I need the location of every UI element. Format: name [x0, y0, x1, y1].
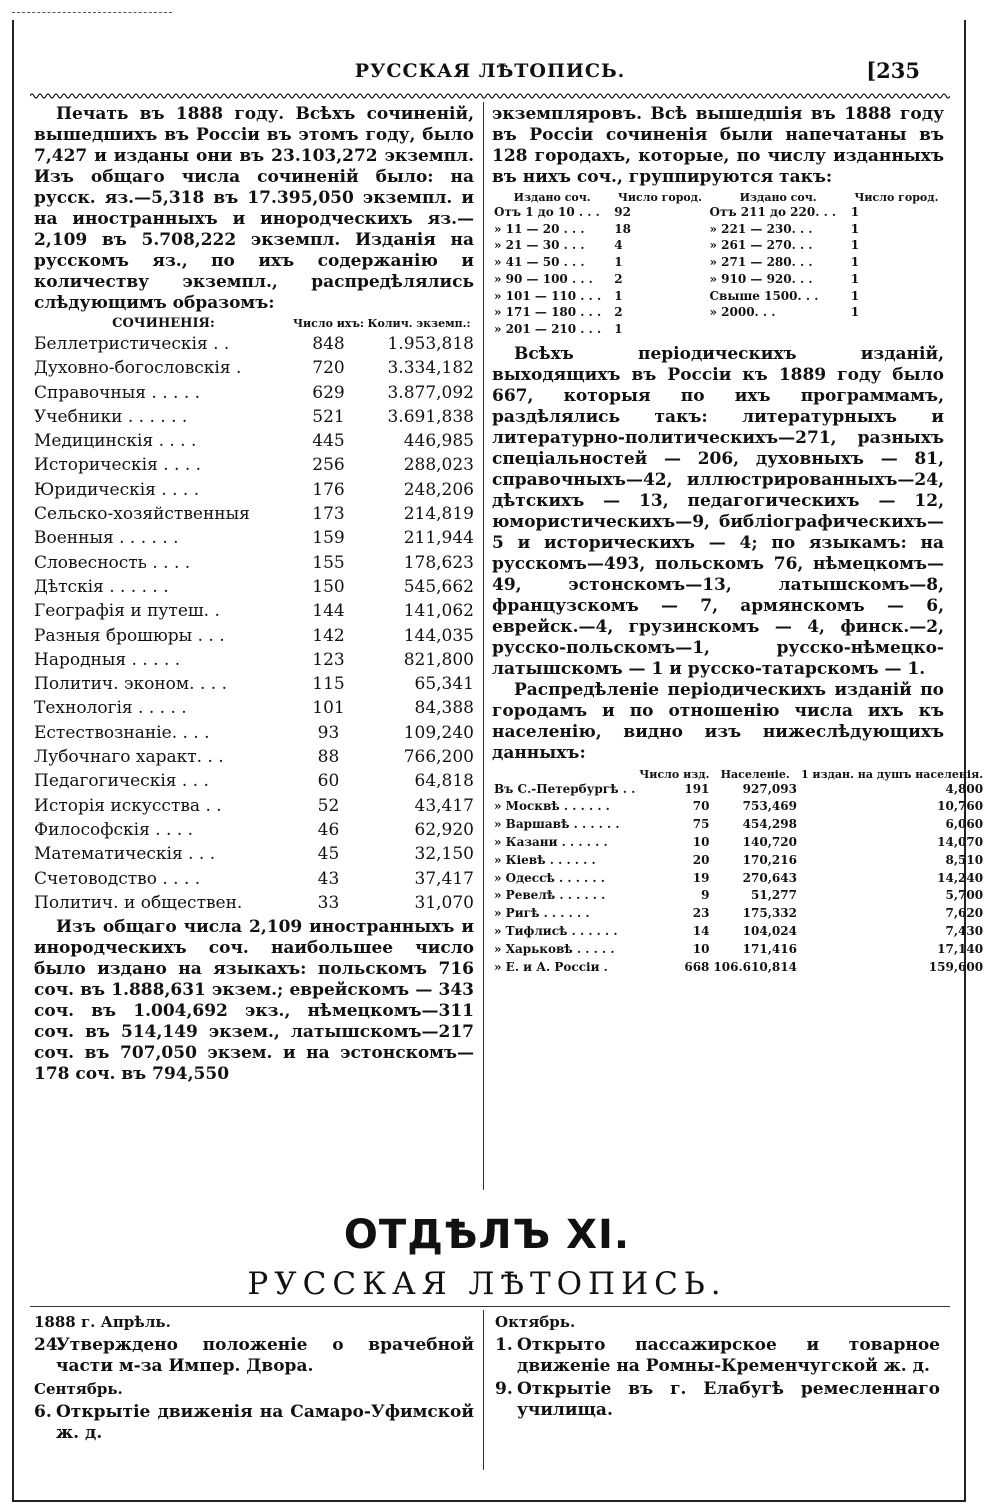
dist-header-cities-2: Число город. [854, 191, 939, 204]
table-row [34, 599, 474, 623]
count-cell: 23 [692, 906, 710, 921]
entry-text: Утверждено положеніе о врачебной части м-за Импер. Двора. [56, 1335, 474, 1376]
count-cell: 93 [317, 722, 340, 743]
count-cell: 176 [312, 479, 345, 500]
cities-cell: 1 [850, 205, 860, 219]
city-cell: » Ригѣ . . . . . . [494, 906, 590, 921]
category-cell: Лубочнаго характ. . . [34, 747, 224, 768]
copies-cell: 31,070 [414, 892, 474, 913]
copies-cell: 64,818 [414, 771, 474, 792]
periodicals-paragraph: Всѣхъ періодическихъ изданій, выходящихъ въ Россіи къ 1889 году было 667, которыя по ихъ программамъ, раздѣлялись такъ: литературныхъ и литературно-политическихъ—271, разныхъ спеціальностей — 206, духовныхъ — 81, справочныхъ—42, иллюстрированныхъ—24, дѣтскихъ — 13, педагогическихъ — 12, юмористическихъ—9, библіографическихъ—5 и историческихъ — 4; по языкамъ: на русскомъ—493, польскомъ 76, нѣмецкомъ—49, эстонскомъ—13, латышскомъ—8, французскомъ — 7, армянскомъ — 6, еврейск.—4, грузинскомъ — 4, финск.—2, русско-польскомъ—1, русско-нѣмецко-латышскомъ — 1 и русско-татарскомъ — 1. [492, 343, 944, 679]
copies-cell: 766,200 [403, 747, 474, 768]
count-cell: 9 [701, 888, 710, 903]
range-cell: » 201 — 210 . . . [494, 321, 602, 336]
category-cell: Учебники . . . . . . [34, 406, 188, 427]
range-cell: » 910 — 920. . . [709, 271, 813, 286]
table-row [492, 852, 985, 870]
category-cell: Сельско-хозяйственныя [34, 504, 250, 525]
count-cell: 720 [312, 358, 345, 379]
range-cell: Отъ 211 до 220. . . [709, 205, 837, 219]
copies-cell: 144,035 [403, 625, 474, 646]
count-cell: 75 [692, 817, 710, 832]
table-row [34, 818, 474, 842]
table-row [492, 905, 985, 923]
cities-header-count: Число изд. [639, 767, 710, 781]
category-cell: Медицинскія . . . . [34, 431, 197, 452]
count-cell: 668 [684, 959, 710, 974]
table-row [34, 478, 474, 502]
count-cell: 629 [312, 382, 345, 403]
table-row [492, 798, 985, 816]
category-cell: Историческія . . . . [34, 455, 202, 476]
category-cell: Политич. эконом. . . . [34, 674, 227, 695]
table-row [34, 891, 474, 915]
category-cell: Народныя . . . . . [34, 649, 181, 670]
city-cell: » Казани . . . . . . [494, 835, 608, 850]
table-row [34, 429, 474, 453]
works-header-count: Число ихъ: [292, 317, 364, 330]
range-cell: » 41 — 50 . . . [494, 255, 585, 270]
city-cell: » Одессѣ . . . . . . [494, 870, 605, 885]
range-cell: » 261 — 270. . . [709, 238, 813, 253]
population-cell: 140,720 [742, 835, 797, 850]
month-heading-october: Октябрь. [495, 1313, 576, 1331]
cities-cell: 18 [614, 221, 631, 236]
copies-cell: 446,985 [403, 431, 474, 452]
population-cell: 51,277 [751, 888, 797, 903]
table-row [34, 526, 474, 550]
cities-cell: 1 [614, 288, 623, 303]
cities-header-ratio: 1 издан. на душъ населенія. [800, 767, 984, 781]
table-row [34, 381, 474, 405]
city-cell: » Тифлисѣ . . . . . . [494, 924, 618, 938]
count-cell: 173 [312, 504, 345, 525]
ratio-cell: 6,060 [945, 817, 984, 832]
copies-cell: 65,341 [414, 674, 474, 695]
range-cell: » 21 — 30 . . . [494, 238, 585, 253]
copies-cell: 214,819 [403, 504, 474, 525]
count-cell: 10 [692, 941, 710, 956]
category-cell: Исторія искусства . . [34, 795, 222, 816]
category-cell: Философскія . . . . [34, 819, 194, 840]
table-row [34, 405, 474, 429]
range-cell: Отъ 1 до 10 . . . [494, 205, 600, 219]
population-cell: 927,093 [742, 781, 797, 796]
count-cell: 43 [317, 868, 340, 889]
ratio-cell: 10,760 [937, 799, 984, 814]
copies-cell: 248,206 [403, 479, 474, 500]
range-cell [707, 321, 848, 338]
cities-header-blank [492, 768, 637, 781]
table-row [34, 332, 474, 356]
category-cell: Духовно-богословскія . [34, 358, 242, 379]
count-cell: 115 [312, 674, 345, 695]
entry-text: Открыто пассажирское и товарное движеніе на Ромны-Кременчугской ж. д. [517, 1335, 940, 1376]
count-cell: 33 [317, 892, 340, 913]
copies-cell: 821,800 [403, 649, 474, 670]
count-cell: 159 [312, 528, 345, 549]
table-row [492, 254, 944, 271]
chronicle-entry [34, 1402, 474, 1444]
ratio-cell: 5,700 [945, 888, 984, 903]
works-header-category: СОЧИНЕНІЯ: [112, 316, 215, 331]
count-cell: 52 [317, 795, 340, 816]
table-row [492, 304, 944, 321]
category-cell: Дѣтскія . . . . . . [34, 576, 169, 597]
dist-header-published: Издано соч. [513, 191, 591, 204]
copies-cell: 43,417 [414, 795, 474, 816]
chronicle-entry [495, 1335, 940, 1377]
table-row [492, 941, 985, 959]
category-cell: Разныя брошюры . . . [34, 625, 225, 646]
population-cell: 104,024 [742, 924, 797, 938]
copies-cell: 37,417 [414, 868, 474, 889]
copies-cell: 288,023 [403, 455, 474, 476]
cities-cell: 1 [850, 238, 860, 253]
table-row [34, 794, 474, 818]
table-row [34, 672, 474, 696]
dist-header-published-2: Издано соч. [739, 191, 817, 204]
count-cell: 70 [692, 799, 710, 814]
ratio-cell: 14,240 [937, 870, 984, 885]
month-heading-april: 1888 г. Апрѣль. [34, 1313, 171, 1331]
section-title: ОТДѢЛЪ XI. [343, 1212, 631, 1258]
page-header [40, 60, 940, 86]
entry-text: Открытіе въ г. Елабугѣ ремесленнаго училища. [517, 1379, 940, 1420]
range-cell: » 221 — 230. . . [709, 221, 813, 236]
cities-cell: 1 [850, 288, 860, 303]
count-cell: 46 [317, 819, 340, 840]
category-cell: Педагогическія . . . [34, 771, 209, 792]
table-row [492, 816, 985, 834]
cities-cell: 4 [614, 238, 623, 253]
table-row [492, 923, 985, 941]
count-cell: 123 [312, 649, 345, 670]
cities-cell: 1 [850, 271, 860, 286]
category-cell: Юридическія . . . . [34, 479, 200, 500]
entry-day: 24. [34, 1335, 64, 1355]
chronicle-column-divider [483, 1310, 484, 1470]
table-row [34, 769, 474, 793]
copies-cell: 178,623 [403, 552, 474, 573]
range-cell: Свыше 1500. . . [709, 288, 819, 303]
cities-table [492, 768, 985, 977]
count-cell: 848 [312, 334, 345, 354]
population-cell: 454,298 [742, 817, 797, 832]
dist-header-cities: Число город. [617, 191, 702, 204]
ratio-cell: 159,600 [928, 959, 984, 974]
copies-cell: 62,920 [414, 819, 474, 840]
city-cell: » Е. и А. Россіи . [494, 959, 608, 974]
copies-cell: 141,062 [403, 601, 474, 622]
table-row [492, 271, 944, 288]
table-row [34, 502, 474, 526]
copies-cell: 109,240 [403, 722, 474, 743]
count-cell: 60 [317, 771, 340, 792]
table-row [34, 356, 474, 380]
range-cell: » 101 — 110 . . . [494, 288, 602, 303]
category-cell: Естествознаніе. . . . [34, 722, 210, 743]
cities-cell: 92 [614, 205, 631, 219]
count-cell: 142 [312, 625, 345, 646]
count-cell: 45 [317, 844, 340, 865]
chronicle-entry [34, 1335, 474, 1377]
population-cell: 175,332 [742, 906, 797, 921]
ratio-cell: 17,140 [937, 941, 984, 956]
range-cell: » 11 — 20 . . . [494, 221, 585, 236]
table-row [34, 648, 474, 672]
category-cell: Счетоводство . . . . [34, 868, 201, 889]
count-cell: 155 [312, 552, 345, 573]
distribution-table-header [492, 192, 944, 204]
table-row [34, 721, 474, 745]
count-cell: 14 [692, 924, 710, 938]
chronicle-top-rule [30, 1306, 950, 1307]
copies-cell: 84,388 [414, 698, 474, 719]
city-cell: » Кіевѣ . . . . . . [494, 852, 596, 867]
range-cell: » 90 — 100 . . . [494, 271, 593, 286]
table-row [492, 870, 985, 888]
city-cell: » Москвѣ . . . . . . [494, 799, 610, 814]
entry-day: 9. [495, 1379, 513, 1399]
copies-cell: 3.877,092 [387, 382, 474, 403]
month-heading-september: Сентябрь. [34, 1380, 123, 1398]
copies-cell: 3.691,838 [387, 406, 474, 427]
copies-cell: 32,150 [414, 844, 474, 865]
count-cell: 191 [684, 781, 710, 796]
cities-cell: 2 [614, 305, 623, 320]
distribution-paragraph: Распредѣленіе періодическихъ изданій по городамъ и по отношенію числа ихъ къ населенію, видно изъ нижеслѣдующихъ данныхъ: [492, 679, 944, 763]
table-row [34, 453, 474, 477]
works-table [34, 318, 474, 915]
page-number: [235 [866, 58, 920, 83]
city-cell: Въ С.-Петербургѣ . . [494, 781, 636, 796]
count-cell: 150 [312, 576, 345, 597]
cities-table-header [492, 768, 985, 781]
table-row [34, 575, 474, 599]
cities-cell: 1 [614, 321, 623, 336]
table-row [34, 842, 474, 866]
category-cell: Географія и путеш. . [34, 601, 220, 622]
ratio-cell: 14,070 [937, 835, 984, 850]
count-cell: 101 [312, 698, 345, 719]
copies-cell: 211,944 [403, 528, 474, 549]
works-table-header [34, 318, 474, 332]
cities-cell: 1 [850, 305, 860, 320]
chronicle-left-column [34, 1312, 474, 1446]
right-column [492, 104, 984, 976]
city-cell: » Варшавѣ . . . . . . [494, 817, 620, 832]
distribution-table [492, 192, 944, 338]
left-column [34, 104, 474, 1085]
ratio-cell: 7,430 [945, 924, 984, 938]
population-cell: 170,216 [742, 852, 797, 867]
works-header-copies: Колич. экземп.: [367, 317, 471, 330]
count-cell: 521 [312, 406, 345, 427]
entry-day: 6. [34, 1402, 52, 1422]
column-divider [483, 102, 484, 1190]
table-row [34, 696, 474, 720]
population-cell: 171,416 [742, 941, 797, 956]
table-row [492, 288, 944, 305]
population-cell: 270,643 [742, 870, 797, 885]
table-row [492, 221, 944, 238]
printing-intro-paragraph: Печать въ 1888 году. Всѣхъ сочиненій, вышедшихъ въ Россіи въ этомъ году, было 7,427 и изданы они въ 23.103,272 экземпл. Изъ общаго числа сочиненій было: на русск. яз.—5,318 въ 17.395,050 экземпл. и на иностранныхъ и инородческихъ яз.—2,109 въ 5.708,222 экземпл. Изданія на русскомъ яз., по ихъ содержанію и количеству экземпл., распредѣлялись слѣдующимъ образомъ: [34, 104, 474, 313]
copies-cell: 3.334,182 [387, 358, 474, 379]
cities-header-population: Населеніе. [720, 767, 790, 781]
top-edge-mark [12, 12, 172, 16]
table-row [492, 887, 985, 905]
count-cell: 445 [312, 431, 345, 452]
table-row [34, 745, 474, 769]
population-cell: 753,469 [742, 799, 797, 814]
table-row [34, 624, 474, 648]
table-row [492, 321, 944, 338]
range-cell: » 271 — 280. . . [709, 255, 813, 270]
city-cell: » Ревелѣ . . . . . . [494, 888, 606, 903]
category-cell: Политич. и обществен. [34, 892, 243, 913]
table-row [492, 237, 944, 254]
table-row [492, 959, 985, 977]
cities-cell: 1 [614, 255, 623, 270]
ratio-cell: 8,510 [945, 852, 984, 867]
table-row [492, 834, 985, 852]
cities-intro-paragraph: экземпляровъ. Всѣ вышедшія въ 1888 году въ Россіи сочиненія были напечатаны въ 128 городахъ, которые, по числу изданныхъ въ нихъ соч., группируются такъ: [492, 104, 944, 187]
copies-cell: 1.953,818 [387, 334, 474, 354]
ratio-cell: 4,800 [945, 781, 984, 796]
population-cell: 106.610,814 [713, 959, 797, 974]
count-cell: 20 [692, 852, 710, 867]
section-subtitle: РУССКАЯ ЛѢТОПИСЬ. [247, 1266, 727, 1302]
count-cell: 10 [692, 835, 710, 850]
cities-cell: 2 [614, 271, 623, 286]
category-cell: Беллетристическія . . [34, 334, 230, 354]
count-cell: 19 [692, 870, 710, 885]
range-cell: » 171 — 180 . . . [494, 305, 602, 320]
cities-cell: 1 [850, 221, 860, 236]
count-cell: 144 [312, 601, 345, 622]
category-cell: Военныя . . . . . . [34, 528, 179, 549]
count-cell: 256 [312, 455, 345, 476]
city-cell: » Харьковѣ . . . . . [494, 941, 615, 956]
cities-cell: 1 [850, 255, 860, 270]
table-row [34, 867, 474, 891]
table-row [492, 781, 985, 799]
category-cell: Математическія . . . [34, 844, 216, 865]
header-wavy-rule [30, 92, 950, 100]
foreign-languages-paragraph: Изъ общаго числа 2,109 иностранныхъ и инородческихъ соч. наибольшее число было издано на языкахъ: польскомъ 716 соч. въ 1.888,631 экзем.; еврейскомъ — 343 соч. въ 1.004,692 экз., нѣмецкомъ—311 соч. въ 514,149 экзем., латышскомъ—217 соч. въ 707,050 экзем. и на эстонскомъ—178 соч. въ 794,550 [34, 917, 474, 1085]
chronicle-entry [495, 1379, 940, 1421]
table-row [34, 551, 474, 575]
ratio-cell: 7,620 [945, 906, 984, 921]
count-cell: 88 [317, 747, 340, 768]
running-title: РУССКАЯ ЛѢТОПИСЬ. [354, 60, 626, 82]
category-cell: Словесность . . . . [34, 552, 191, 573]
range-cell: » 2000. . . [709, 305, 776, 320]
category-cell: Справочныя . . . . . [34, 382, 201, 403]
chronicle-right-column [495, 1312, 940, 1423]
cities-cell [849, 321, 944, 338]
table-row [492, 204, 944, 221]
copies-cell: 545,662 [403, 576, 474, 597]
entry-text: Открытіе движенія на Самаро-Уфимской ж. д. [56, 1402, 474, 1443]
entry-day: 1. [495, 1335, 513, 1355]
category-cell: Технологія . . . . . [34, 698, 187, 719]
